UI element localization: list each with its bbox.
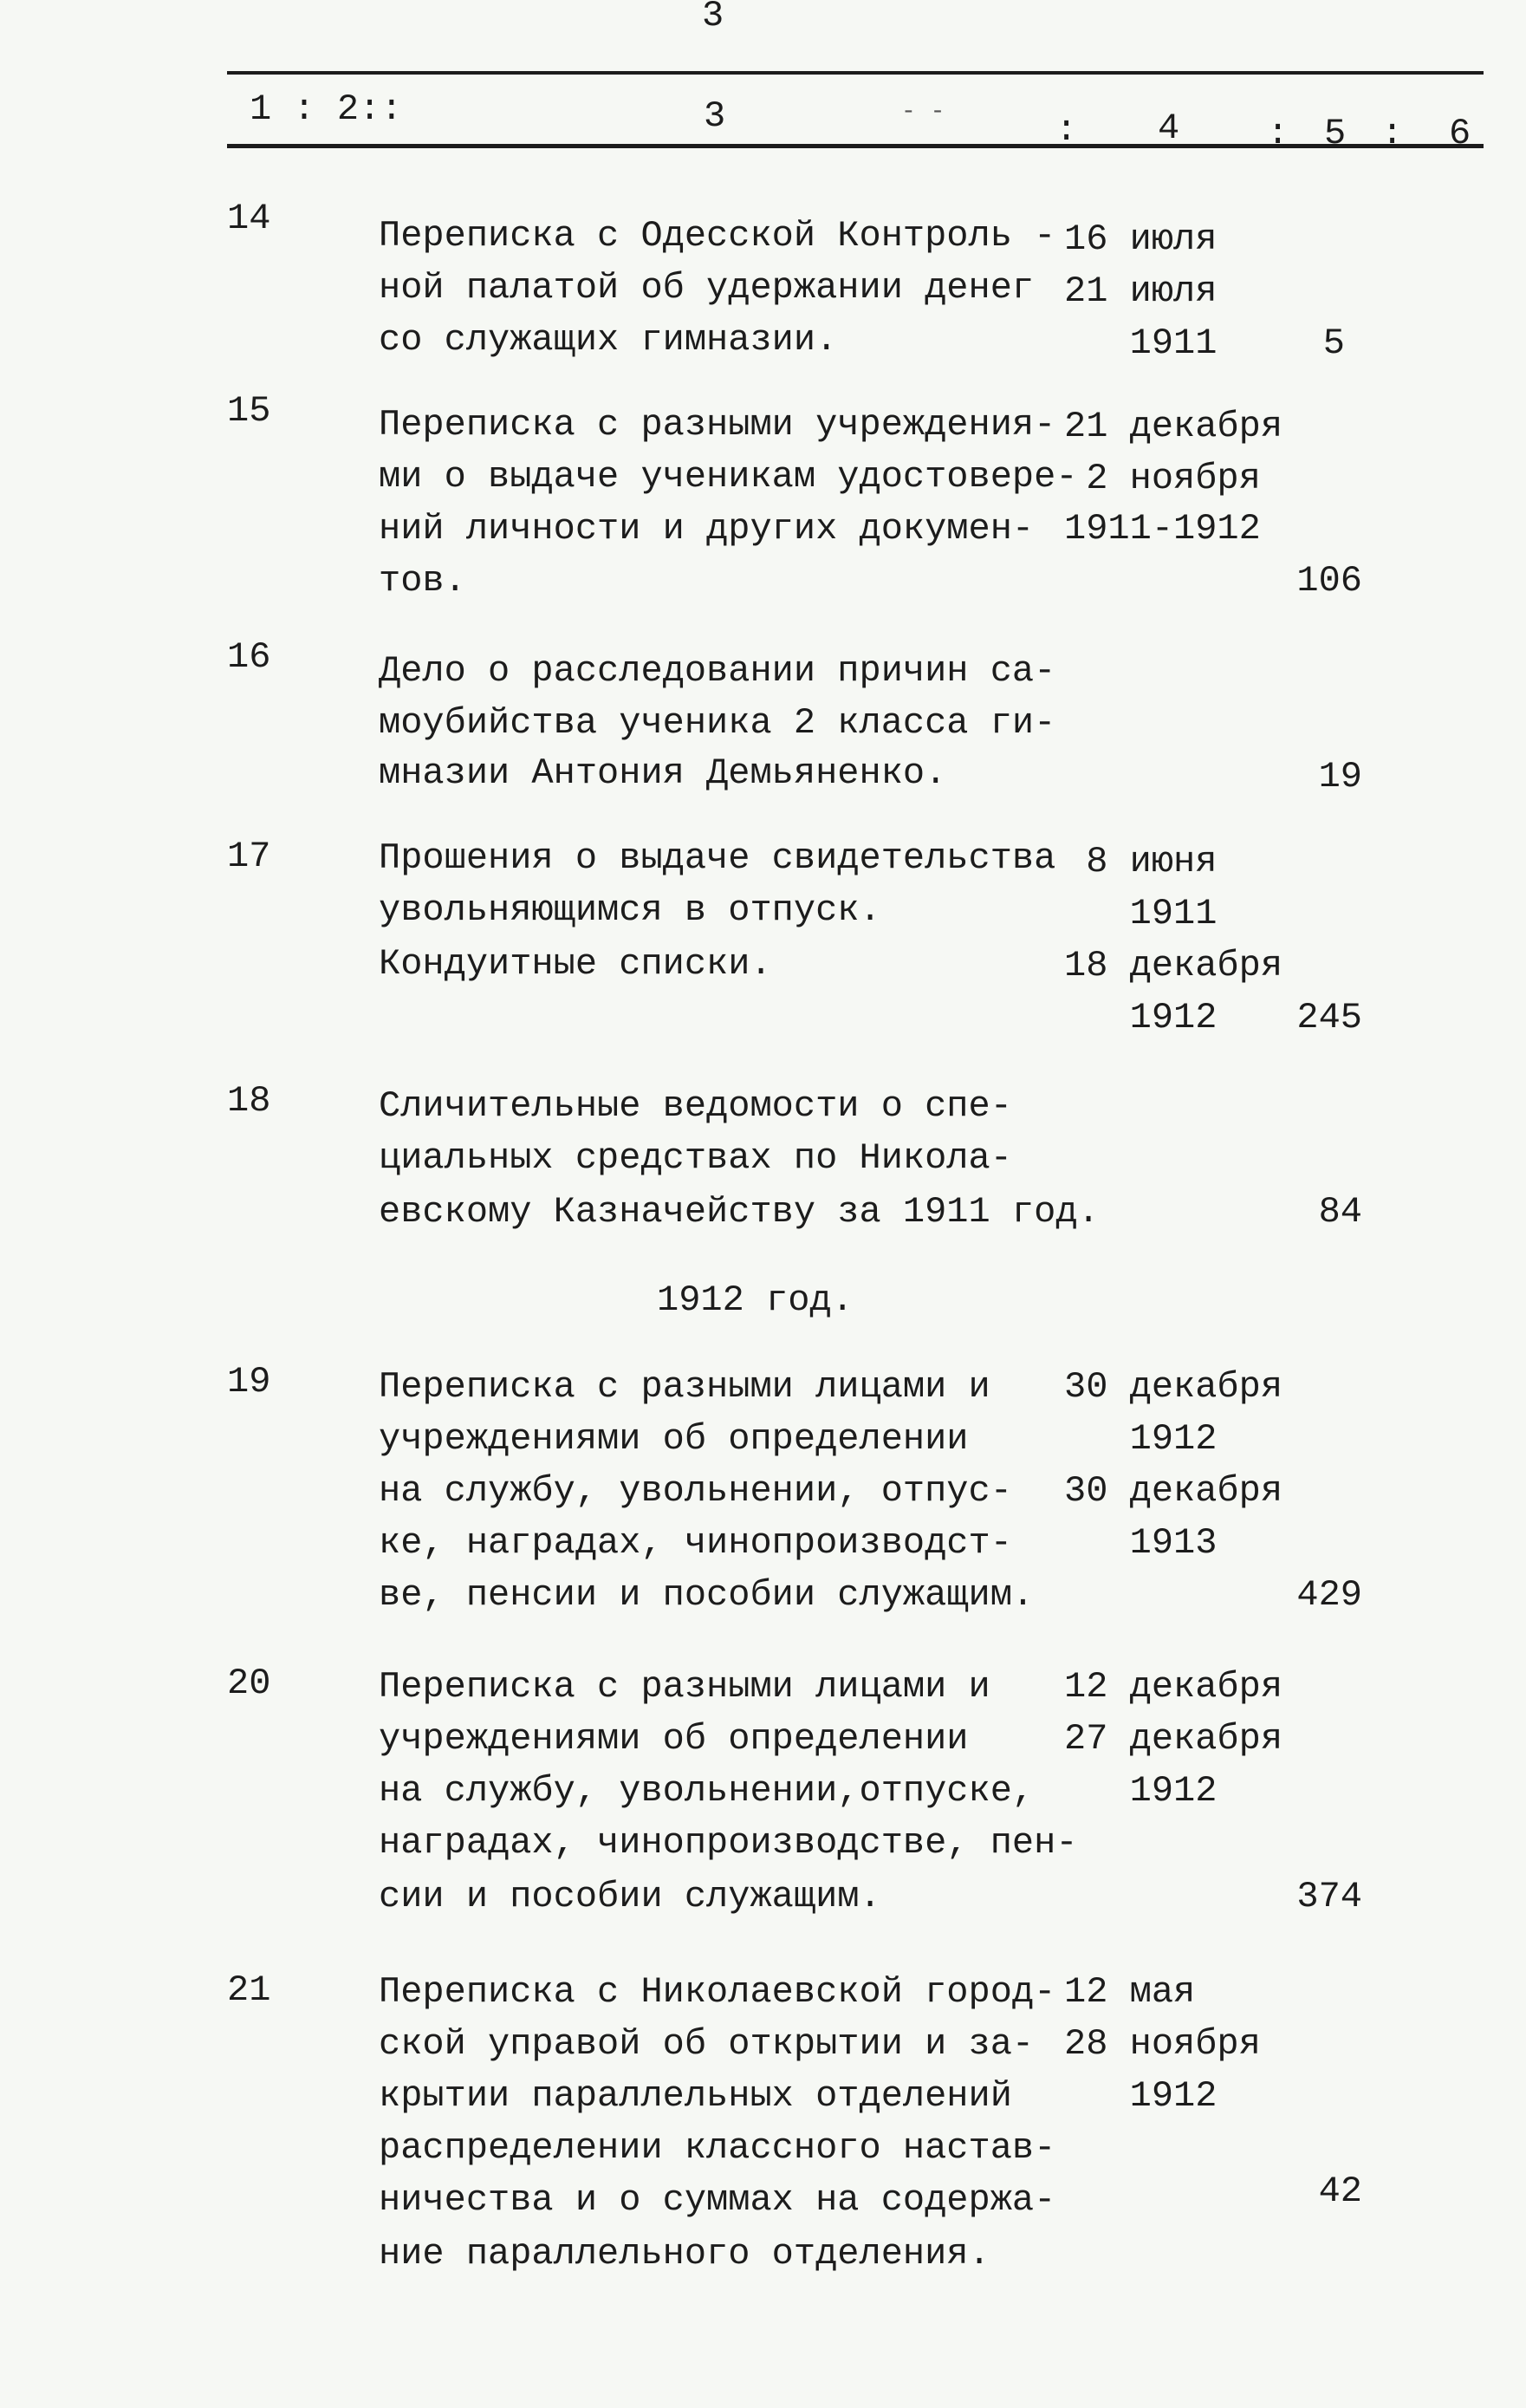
entry-date-line: 1912 [1064,2075,1218,2117]
entry-title-line: Дело о расследовании причин са- [379,650,1056,692]
entry-title-line: Переписка с разными лицами и [379,1366,990,1408]
entry-sheet-count: 429 [1296,1574,1362,1616]
entry-title-line: на службу, увольнении,отпуске, [379,1770,1035,1812]
header-sep-1: : [1055,109,1078,151]
entry-title-line: тов. [379,560,466,602]
entry-title-line: увольняющимся в отпуск. [379,889,881,931]
entry-date-line: 2 ноября [1064,458,1261,499]
entry-title-line: Переписка с разными лицами и [379,1666,990,1708]
entry-date-line: 16 июля [1064,218,1218,260]
page-number: 3 [702,0,724,36]
entry-number: 17 [227,836,271,877]
entry-date-line: 30 декабря [1064,1470,1283,1512]
entry-title-line: ной палатой об удержании денег [379,267,1035,309]
header-top-rule [227,71,1484,75]
entry-date-line: 12 декабря [1064,1666,1283,1708]
entry-date-line: 30 декабря [1064,1366,1283,1408]
header-col-3: 3 [704,95,726,137]
header-col-4: 4 [1158,107,1180,149]
entry-title-line: крытии параллельных отделений [379,2075,1012,2117]
header-col-1-2: 1 : 2:: [250,88,403,130]
entry-sheet-count: 84 [1318,1191,1362,1233]
entry-number: 19 [227,1361,271,1402]
entry-date-line: 27 декабря [1064,1718,1283,1760]
entry-date-line: 21 июля [1064,270,1218,312]
entry-sheet-count: 42 [1318,2170,1362,2212]
entry-sheet-count: 106 [1296,560,1362,602]
entry-number: 21 [227,1969,271,2011]
entry-title-line: Прошения о выдаче свидетельства [379,837,1056,879]
entry-date-line: 18 декабря [1064,945,1283,986]
entry-title-line: мназии Антония Демьяненко. [379,752,947,794]
entry-title-line: распределении классного настав- [379,2127,1056,2169]
entry-title-line: ние параллельного отделения. [379,2233,990,2275]
entry-title-line: циальных средствах по Никола- [379,1137,1012,1179]
entry-sheet-count: 19 [1318,756,1362,797]
header-col-5: 5 [1324,113,1347,154]
header-col-3-dash: - - [901,99,945,126]
entry-date-line: 1911 [1064,893,1218,934]
entry-number: 18 [227,1080,271,1122]
entry-title-line: на службу, увольнении, отпус- [379,1470,1012,1512]
entry-sheet-count: 374 [1296,1876,1362,1917]
entry-title-line: наградах, чинопроизводстве, пен- [379,1822,1078,1864]
entry-date-line: 1912 [1064,1418,1218,1460]
entry-date-line: 8 июня [1064,841,1218,882]
entry-number: 20 [227,1663,271,1704]
entry-date-line: 1912 [1064,997,1218,1038]
entry-title-line: Переписка с Николаевской город- [379,1971,1056,2013]
entry-date-line: 28 ноября [1064,2023,1261,2065]
entry-title-line: со служащих гимназии. [379,319,838,361]
header-sep-3: : [1381,113,1404,154]
entry-date-line: 1911 [1064,322,1218,364]
entry-title-line: Кондуитные списки. [379,943,772,985]
entry-date-line: 12 мая [1064,1971,1196,2013]
entry-date-line: 1911-1912 [1064,508,1261,550]
entry-title-line: учреждениями об определении [379,1718,969,1760]
entry-number: 14 [227,198,271,239]
entry-date-line: 1913 [1064,1522,1218,1564]
entry-title-line: моубийства ученика 2 класса ги- [379,702,1056,744]
entry-title-line: ве, пенсии и пособии служащим. [379,1574,1035,1616]
header-sep-2: : [1267,113,1289,154]
entry-sheet-count: 245 [1296,997,1362,1038]
entry-title-line: сии и пособии служащим. [379,1876,881,1917]
entry-title-line: ми о выдаче ученикам удостовере- [379,456,1078,498]
entry-sheet-count: 5 [1322,322,1345,364]
entry-title-line: Сличительные ведомости о спе- [379,1085,1012,1127]
entry-title-line: евскому Казначейству за 1911 год. [379,1191,1100,1233]
entry-title-line: Переписка с Одесской Контроль - [379,215,1056,257]
entry-date-line: 1912 [1064,1770,1218,1812]
entry-title-line: ний личности и других докумен- [379,508,1035,550]
entry-title-line: ке, наградах, чинопроизводст- [379,1522,1012,1564]
entry-number: 16 [227,636,271,678]
entry-title-line: учреждениями об определении [379,1418,969,1460]
entry-number: 15 [227,390,271,432]
entry-title-line: Переписка с разными учреждения- [379,404,1056,446]
header-col-6: 6 [1449,113,1471,154]
entry-title-line: ничества и о суммах на содержа- [379,2179,1056,2221]
entry-title-line: ской управой об открытии и за- [379,2023,1035,2065]
section-heading-1912: 1912 год. [657,1279,854,1321]
header-bottom-rule [227,144,1484,148]
entry-date-line: 21 декабря [1064,406,1283,447]
